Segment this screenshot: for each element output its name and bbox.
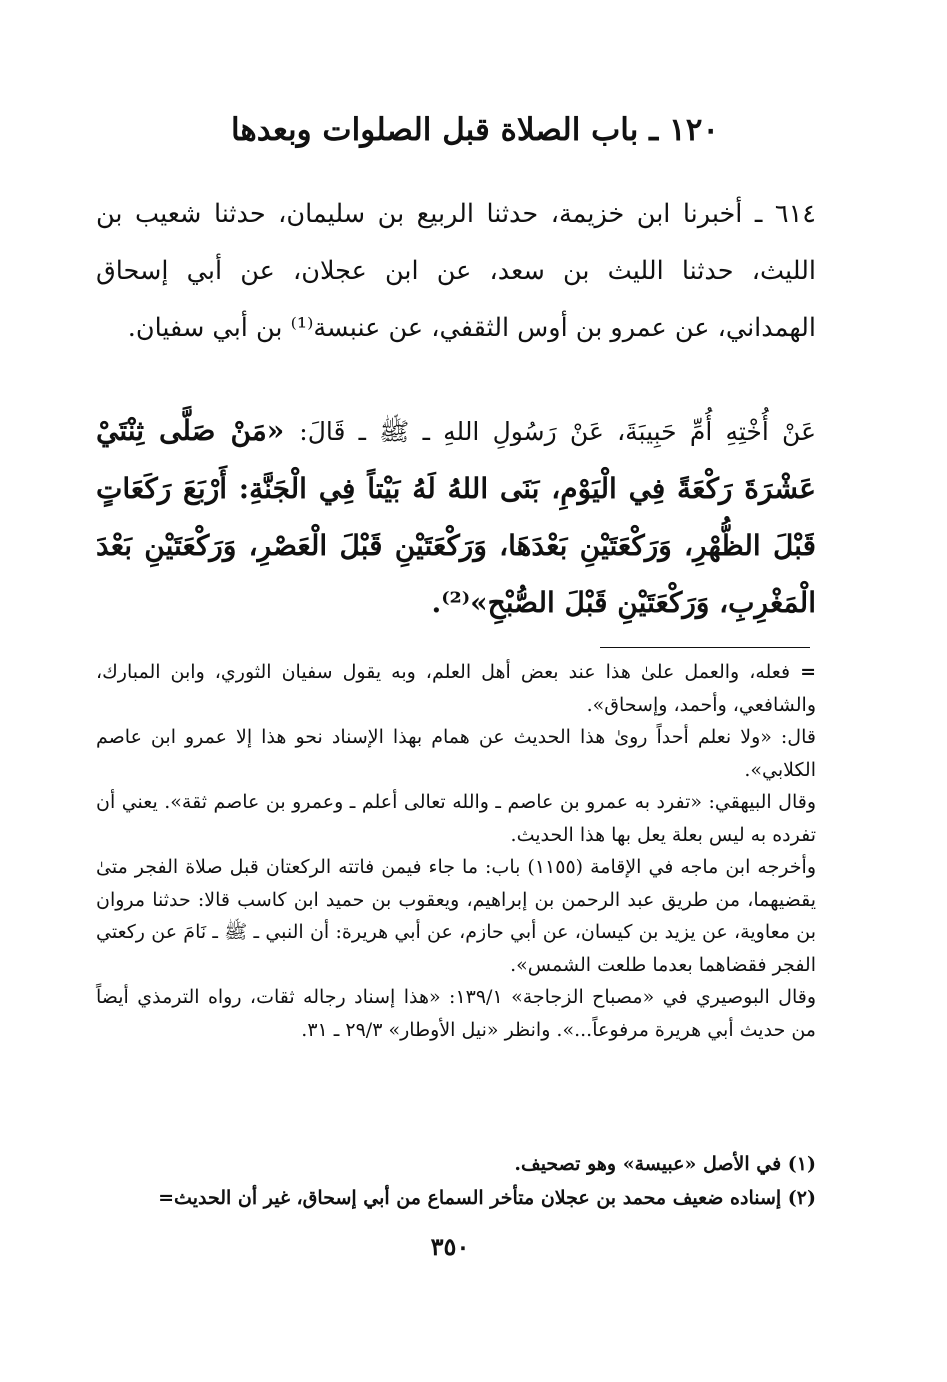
- footnote-2: (٢) إسناده ضعيف محمد بن عجلان متأخر السماع من أبي إسحاق، غير أن الحديث=: [158, 1187, 816, 1209]
- chapter-heading: ١٢٠ ـ باب الصلاة قبل الصلوات وبعدها: [230, 112, 719, 148]
- hadith-isnad: ٦١٤ ـ أخبرنا ابن خزيمة، حدثنا الربيع بن سليمان، حدثنا شعيب بن الليث، حدثنا الليث بن سعد، عن ابن عجلان، عن أبي إسحاق الهمداني، عن عمرو بن أوس الثقفي، عن عنبسة⁽¹⁾ بن أبي سفيان.: [96, 199, 816, 343]
- note-paragraph: = فعله، والعمل علىٰ هذا عند بعض أهل العلم، وبه يقول سفيان الثوري، وابن المبارك، والشافعي، وأحمد، وإسحاق».: [96, 661, 816, 716]
- footnote-continuation: [96, 656, 816, 1046]
- continuation-mark: =: [800, 661, 816, 683]
- footnote-1: (١) في الأصل «عبيسة» وهو تصحيف.: [514, 1153, 816, 1175]
- page-number: ٣٥٠: [430, 1232, 470, 1261]
- note-paragraph: وأخرجه ابن ماجه في الإقامة (١١٥٥) باب: ما جاء فيمن فاتته الركعتان قبل صلاة الفجر متىٰ يقضيهما، من طريق عبد الرحمن بن إبراهيم، ويعقوب بن حميد ابن كاسب قالا: حدثنا مروان بن معاوية، عن يزيد بن كيسان، عن أبي حازم، عن أبي هريرة: أن النبي ـ ﷺ ـ نَامَ عن ركعتي الفجر فقضاهما بعدما طلعت الشمس».: [96, 856, 816, 976]
- hadith-matn-lead: عَنْ أُخْتِهِ أُمِّ حَبِيبَةَ، عَنْ رَسُولِ اللهِ ـ ﷺ ـ قَالَ:: [299, 417, 816, 446]
- hadith-matn: «مَنْ صَلَّى ثِنْتَيْ عَشْرَةَ رَكْعَةً فِي الْيَوْمِ، بَنَى اللهُ لَهُ بَيْتاً فِي الْجَنَّةِ: أَرْبَعَ رَكَعَاتٍ قَبْلَ الظُّهْرِ، وَرَكْعَتَيْنِ بَعْدَهَا، وَرَكْعَتَيْنِ قَبْلَ الْعَصْرِ، وَرَكْعَتَيْنِ بَعْدَ الْمَغْرِبِ، وَرَكْعَتَيْنِ قَبْلَ الصُّبْحِ»⁽²⁾.: [96, 414, 816, 619]
- note-paragraph: قال: «ولا نعلم أحداً روىٰ هذا الحديث عن همام بهذا الإسناد نحو هذا إلا عمرو ابن عاصم الكلابي».: [96, 726, 816, 781]
- note-paragraph: وقال البيهقي: «تفرد به عمرو بن عاصم ـ والله تعالى أعلم ـ وعمرو بن عاصم ثقة». يعني أن تفرده به ليس بعلة يعل بها هذا الحديث.: [96, 791, 816, 846]
- hadith-text: [96, 402, 816, 631]
- footnote-separator: [600, 647, 810, 648]
- note-paragraph: وقال البوصيري في «مصباح الزجاجة» ١٣٩/١: «هذا إسناد رجاله ثقات، رواه الترمذي أيضاً من حديث أبي هريرة مرفوعاً...». وانظر «نيل الأوطار» ٢٩/٣ ـ ٣١.: [96, 986, 817, 1041]
